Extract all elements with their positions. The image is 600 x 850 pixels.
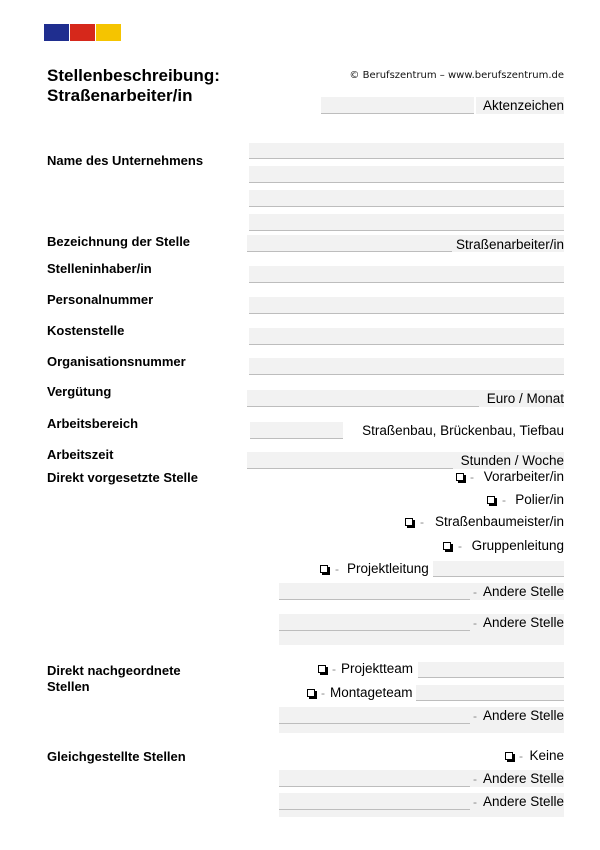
option-gruppenleitung: Gruppenleitung [471,538,564,553]
option-vorarbeiter: Vorarbeiter/in [483,469,564,484]
dash: - [335,562,339,576]
vorgesetzte-extra-bg [279,631,564,645]
arbeitszeit-field[interactable] [247,452,453,469]
bezeichnung-label: Bezeichnung der Stelle [47,234,191,249]
gleichgestellte-andere-label-1: Andere Stelle [482,771,564,786]
flag-blue [44,24,69,41]
dash: - [473,795,477,809]
checkbox-projektteam[interactable] [318,665,326,673]
checkbox-projektleitung[interactable] [320,565,328,573]
nachgeordnete-andere-label: Andere Stelle [482,708,564,723]
montageteam-field[interactable] [416,685,564,701]
arbeitsbereich-label: Arbeitsbereich [47,416,139,431]
checkbox-strassenbaumeister[interactable] [405,518,413,526]
projektteam-field[interactable] [418,662,564,678]
kostenstelle-label: Kostenstelle [47,323,125,338]
gleichgestellte-andere-field-1[interactable] [279,770,470,787]
page-subtitle: Straßenarbeiter/in [47,86,193,105]
organisationsnummer-label: Organisationsnummer [47,354,186,369]
verguetung-unit: Euro / Monat [486,391,564,406]
option-polier: Polier/in [515,492,564,507]
aktenzeichen-label: Aktenzeichen [482,98,564,113]
organisationsnummer-field[interactable] [249,358,564,375]
option-projektleitung: Projektleitung [347,561,429,576]
dash: - [473,709,477,723]
bezeichnung-value: Straßenarbeiter/in [455,237,564,252]
bezeichnung-field[interactable] [247,235,452,252]
arbeitszeit-label: Arbeitszeit [47,447,114,462]
unternehmen-field-4[interactable] [249,214,564,231]
gleichgestellte-andere-field-2[interactable] [279,793,470,810]
arbeitsbereich-field[interactable] [250,422,343,439]
nachgeordnete-label: Direkt nachgeordnete [47,663,181,678]
dash: - [473,772,477,786]
unternehmen-field-2[interactable] [249,166,564,183]
checkbox-vorarbeiter[interactable] [456,473,464,481]
flag-yellow [96,24,121,41]
gleichgestellte-andere-label-2: Andere Stelle [482,794,564,809]
verguetung-field[interactable] [247,390,479,407]
dash: - [473,585,477,599]
arbeitszeit-unit: Stunden / Woche [460,453,564,468]
unternehmen-field-1[interactable] [249,143,564,159]
option-montageteam: Montageteam [330,685,413,700]
gleichgestellte-label: Gleichgestellte Stellen [47,749,186,764]
personalnummer-label: Personalnummer [47,292,154,307]
aktenzeichen-field[interactable] [321,97,474,114]
stelleninhaber-field[interactable] [249,266,564,283]
projektleitung-field[interactable] [433,561,564,577]
checkbox-gruppenleitung[interactable] [443,542,451,550]
vorgesetzte-label: Direkt vorgesetzte Stelle [47,470,199,485]
nachgeordnete-label-2: Stellen [47,679,90,694]
vorgesetzte-andere-label-2: Andere Stelle [482,615,564,630]
dash: - [502,493,506,507]
kostenstelle-field[interactable] [249,328,564,345]
page-title: Stellenbeschreibung: [47,66,220,85]
dash: - [332,662,336,676]
dash: - [473,616,477,630]
copyright-notice: © Berufszentrum – www.berufszentrum.de [349,70,564,81]
dash: - [470,470,474,484]
dash: - [420,515,424,529]
option-projektteam: Projektteam [341,661,414,676]
gleichgestellte-extra-bg [279,810,564,817]
checkbox-polier[interactable] [487,496,495,504]
dash: - [321,686,325,700]
dash: - [519,749,523,763]
unternehmen-label: Name des Unternehmens [47,153,204,168]
unternehmen-field-3[interactable] [249,190,564,207]
personalnummer-field[interactable] [249,297,564,314]
checkbox-montageteam[interactable] [307,689,315,697]
arbeitsbereich-value: Straßenbau, Brückenbau, Tiefbau [362,423,564,438]
nachgeordnete-andere-field[interactable] [279,707,470,724]
vorgesetzte-andere-field-1[interactable] [279,583,470,600]
vorgesetzte-andere-label-1: Andere Stelle [482,584,564,599]
checkbox-keine[interactable] [505,752,513,760]
option-strassenbaumeister: Straßenbaumeister/in [434,514,564,529]
stelleninhaber-label: Stelleninhaber/in [47,261,152,276]
vorgesetzte-andere-field-2[interactable] [279,614,470,631]
option-keine: Keine [529,748,564,763]
nachgeordnete-extra-bg [279,724,564,733]
dash: - [458,539,462,553]
verguetung-label: Vergütung [47,384,112,399]
flag-red [70,24,95,41]
